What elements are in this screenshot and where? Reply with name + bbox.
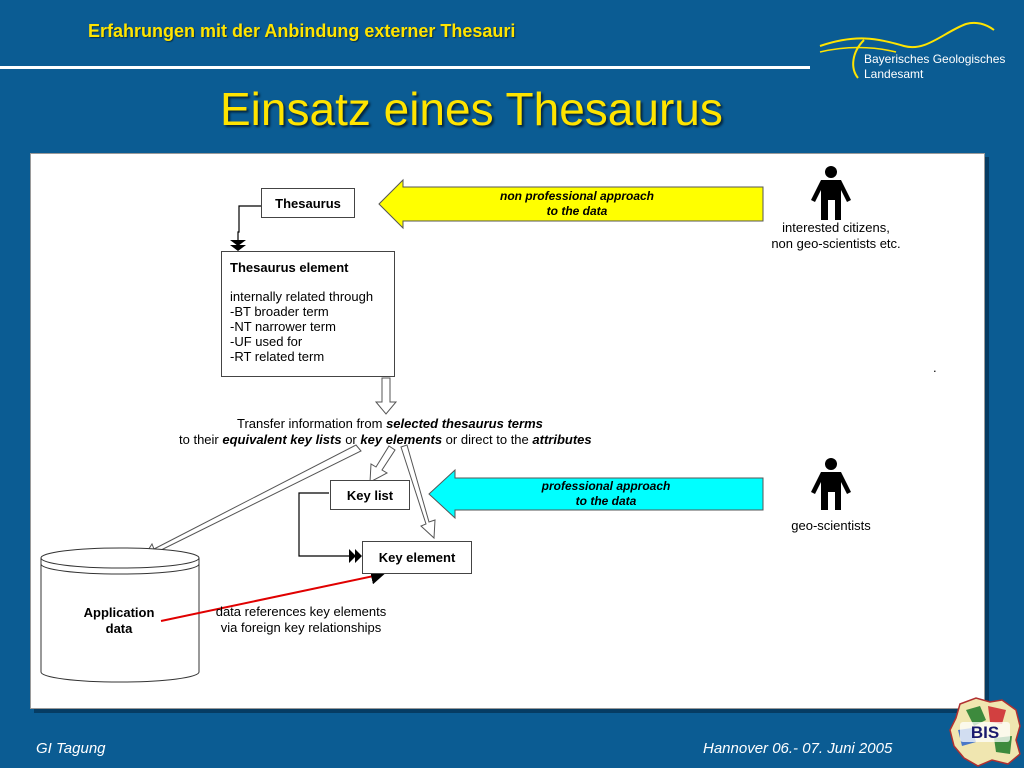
transfer-l2-d: key elements (360, 432, 443, 447)
thesaurus-box (261, 188, 355, 218)
bis-logo (946, 696, 1024, 768)
thesaurus-connector (238, 206, 261, 244)
application-data-line1: Application (83, 605, 155, 620)
hollow-arrow-down (376, 378, 396, 414)
professional-line1: professional approach (541, 479, 671, 493)
transfer-line2 (179, 432, 592, 447)
key-list-label: Key list (346, 488, 394, 503)
footer-right: Hannover 06.- 07. Juni 2005 (703, 740, 893, 757)
double-arrowhead-right (349, 549, 362, 563)
references-line2: via foreign key relationships (220, 620, 382, 635)
org-name-line1: Bayerisches Geologisches (864, 52, 1006, 66)
header-divider (0, 66, 810, 69)
double-arrowhead (230, 240, 246, 251)
hollow-arrow-application (143, 445, 361, 558)
hollow-arrow-keylist (370, 446, 395, 482)
transfer-l2-f: attributes (532, 432, 592, 447)
key-list-box (330, 480, 410, 510)
non-professional-line1: non professional approach (499, 189, 655, 203)
diagram-panel (30, 153, 985, 709)
relation-nt: -NT narrower term (230, 319, 336, 334)
professional-users: geo-scientists (791, 518, 871, 533)
thesaurus-element-box (221, 251, 395, 377)
relation-bt: -BT broader term (230, 304, 329, 319)
org-logo-text (864, 52, 1005, 82)
transfer-l2-a: to their (179, 432, 223, 447)
slide-title: Einsatz eines Thesaurus (220, 83, 723, 135)
key-element-label: Key element (378, 550, 456, 565)
stray-dot: . (933, 360, 937, 375)
thesaurus-element-intro: internally related through (230, 289, 374, 304)
transfer-l1-b: selected thesaurus terms (386, 416, 543, 431)
transfer-line1 (237, 416, 543, 431)
non-professional-users-line1: interested citizens, (782, 220, 890, 235)
org-name-line2: Landesamt (864, 67, 924, 81)
thesaurus-element-title: Thesaurus element (230, 260, 349, 275)
application-data-label (71, 605, 167, 637)
non-professional-users (731, 220, 941, 252)
relation-uf: -UF used for (230, 334, 303, 349)
thesaurus-label: Thesaurus (275, 196, 341, 211)
key-element-box (362, 541, 472, 574)
transfer-l1-a: Transfer information from (237, 416, 387, 431)
person-icon-geoscientist (811, 458, 851, 510)
non-professional-line2: to the data (546, 204, 608, 218)
references-text (201, 604, 401, 636)
transfer-l2-c: or (341, 432, 361, 447)
non-professional-text (447, 189, 707, 219)
professional-text (481, 479, 731, 509)
transfer-l2-e: or direct to the (442, 432, 533, 447)
bis-logo-text: BIS (970, 723, 1000, 742)
relation-rt: -RT related term (230, 349, 325, 364)
references-line1: data references key elements (215, 604, 387, 619)
header-title: Erfahrungen mit der Anbindung externer Thesauri (88, 21, 516, 41)
transfer-l2-b: equivalent key lists (222, 432, 342, 447)
non-professional-users-line2: non geo-scientists etc. (771, 236, 901, 251)
application-data-line2: data (105, 621, 133, 636)
professional-line2: to the data (575, 494, 637, 508)
person-icon-citizen (811, 166, 851, 220)
footer-left: GI Tagung (36, 740, 106, 757)
